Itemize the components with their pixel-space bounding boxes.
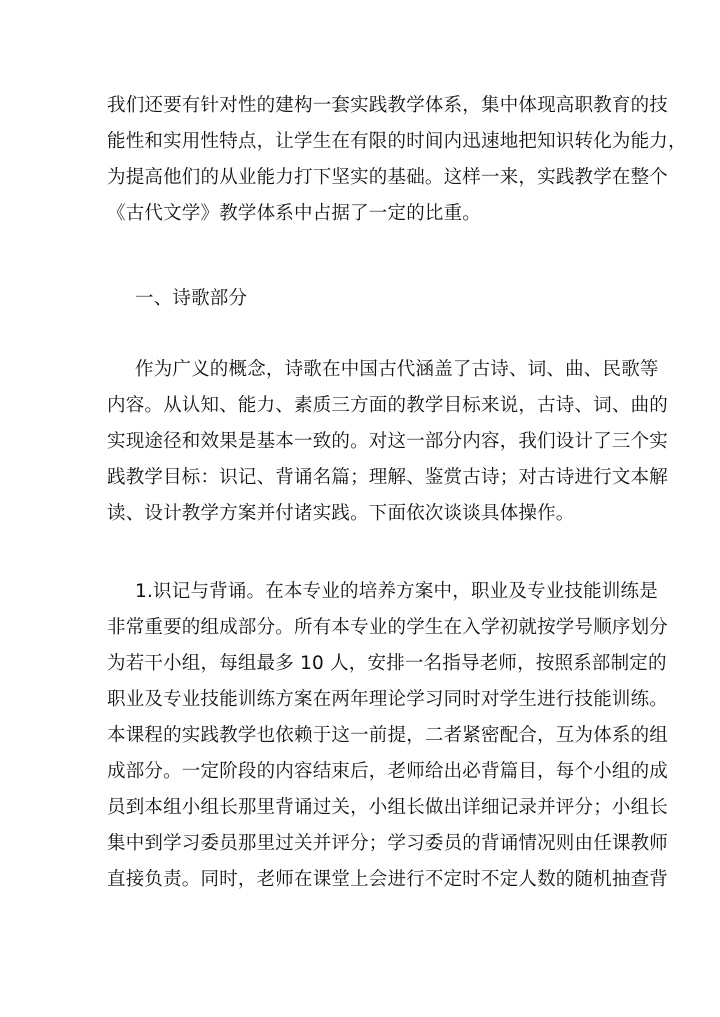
section-heading: 一、诗歌部分 xyxy=(135,288,248,309)
recitation-line-7: 员到本组小组长那里背诵过关，小组长做出详细记录并评分；小组长 xyxy=(107,797,669,818)
recitation-line-3: 为若干小组，每组最多 10 人，安排一名指导老师，按照系部制定的 xyxy=(107,653,667,674)
recitation-line-8: 集中到学习委员那里过关并评分；学习委员的背诵情况则由任课教师 xyxy=(107,833,669,854)
recitation-line-1: 1.识记与背诵。在本专业的培养方案中，职业及专业技能训练是 xyxy=(135,581,658,602)
recitation-line-9: 直接负责。同时，老师在课堂上会进行不定时不定人数的随机抽查背 xyxy=(107,869,669,890)
recitation-line-6: 成部分。一定阶段的内容结束后，老师给出必背篇目，每个小组的成 xyxy=(107,761,669,782)
recitation-line-2: 非常重要的组成部分。所有本专业的学生在入学初就按学号顺序划分 xyxy=(107,617,669,638)
recitation-line-5: 本课程的实践教学也依赖于这一前提，二者紧密配合，互为体系的组 xyxy=(107,725,669,746)
poetry-line-2: 内容。从认知、能力、素质三方面的教学目标来说，古诗、词、曲的 xyxy=(107,395,669,416)
intro-line-4: 《古代文学》教学体系中占据了一定的比重。 xyxy=(107,203,482,224)
poetry-line-4: 践教学目标：识记、背诵名篇；理解、鉴赏古诗；对古诗进行文本解 xyxy=(107,467,669,488)
intro-line-2: 能性和实用性特点，让学生在有限的时间内迅速地把知识转化为能力， xyxy=(107,131,687,152)
intro-line-3: 为提高他们的从业能力打下坚实的基础。这样一来，实践教学在整个 xyxy=(107,167,669,188)
poetry-line-1: 作为广义的概念，诗歌在中国古代涵盖了古诗、词、曲、民歌等 xyxy=(135,359,659,380)
intro-line-1: 我们还要有针对性的建构一套实践教学体系，集中体现高职教育的技 xyxy=(107,95,669,116)
poetry-line-3: 实现途径和效果是基本一致的。对这一部分内容，我们设计了三个实 xyxy=(107,431,669,452)
poetry-line-5: 读、设计教学方案并付诸实践。下面依次谈谈具体操作。 xyxy=(107,503,575,524)
recitation-line-4: 职业及专业技能训练方案在两年理论学习同时对学生进行技能训练。 xyxy=(107,689,669,710)
